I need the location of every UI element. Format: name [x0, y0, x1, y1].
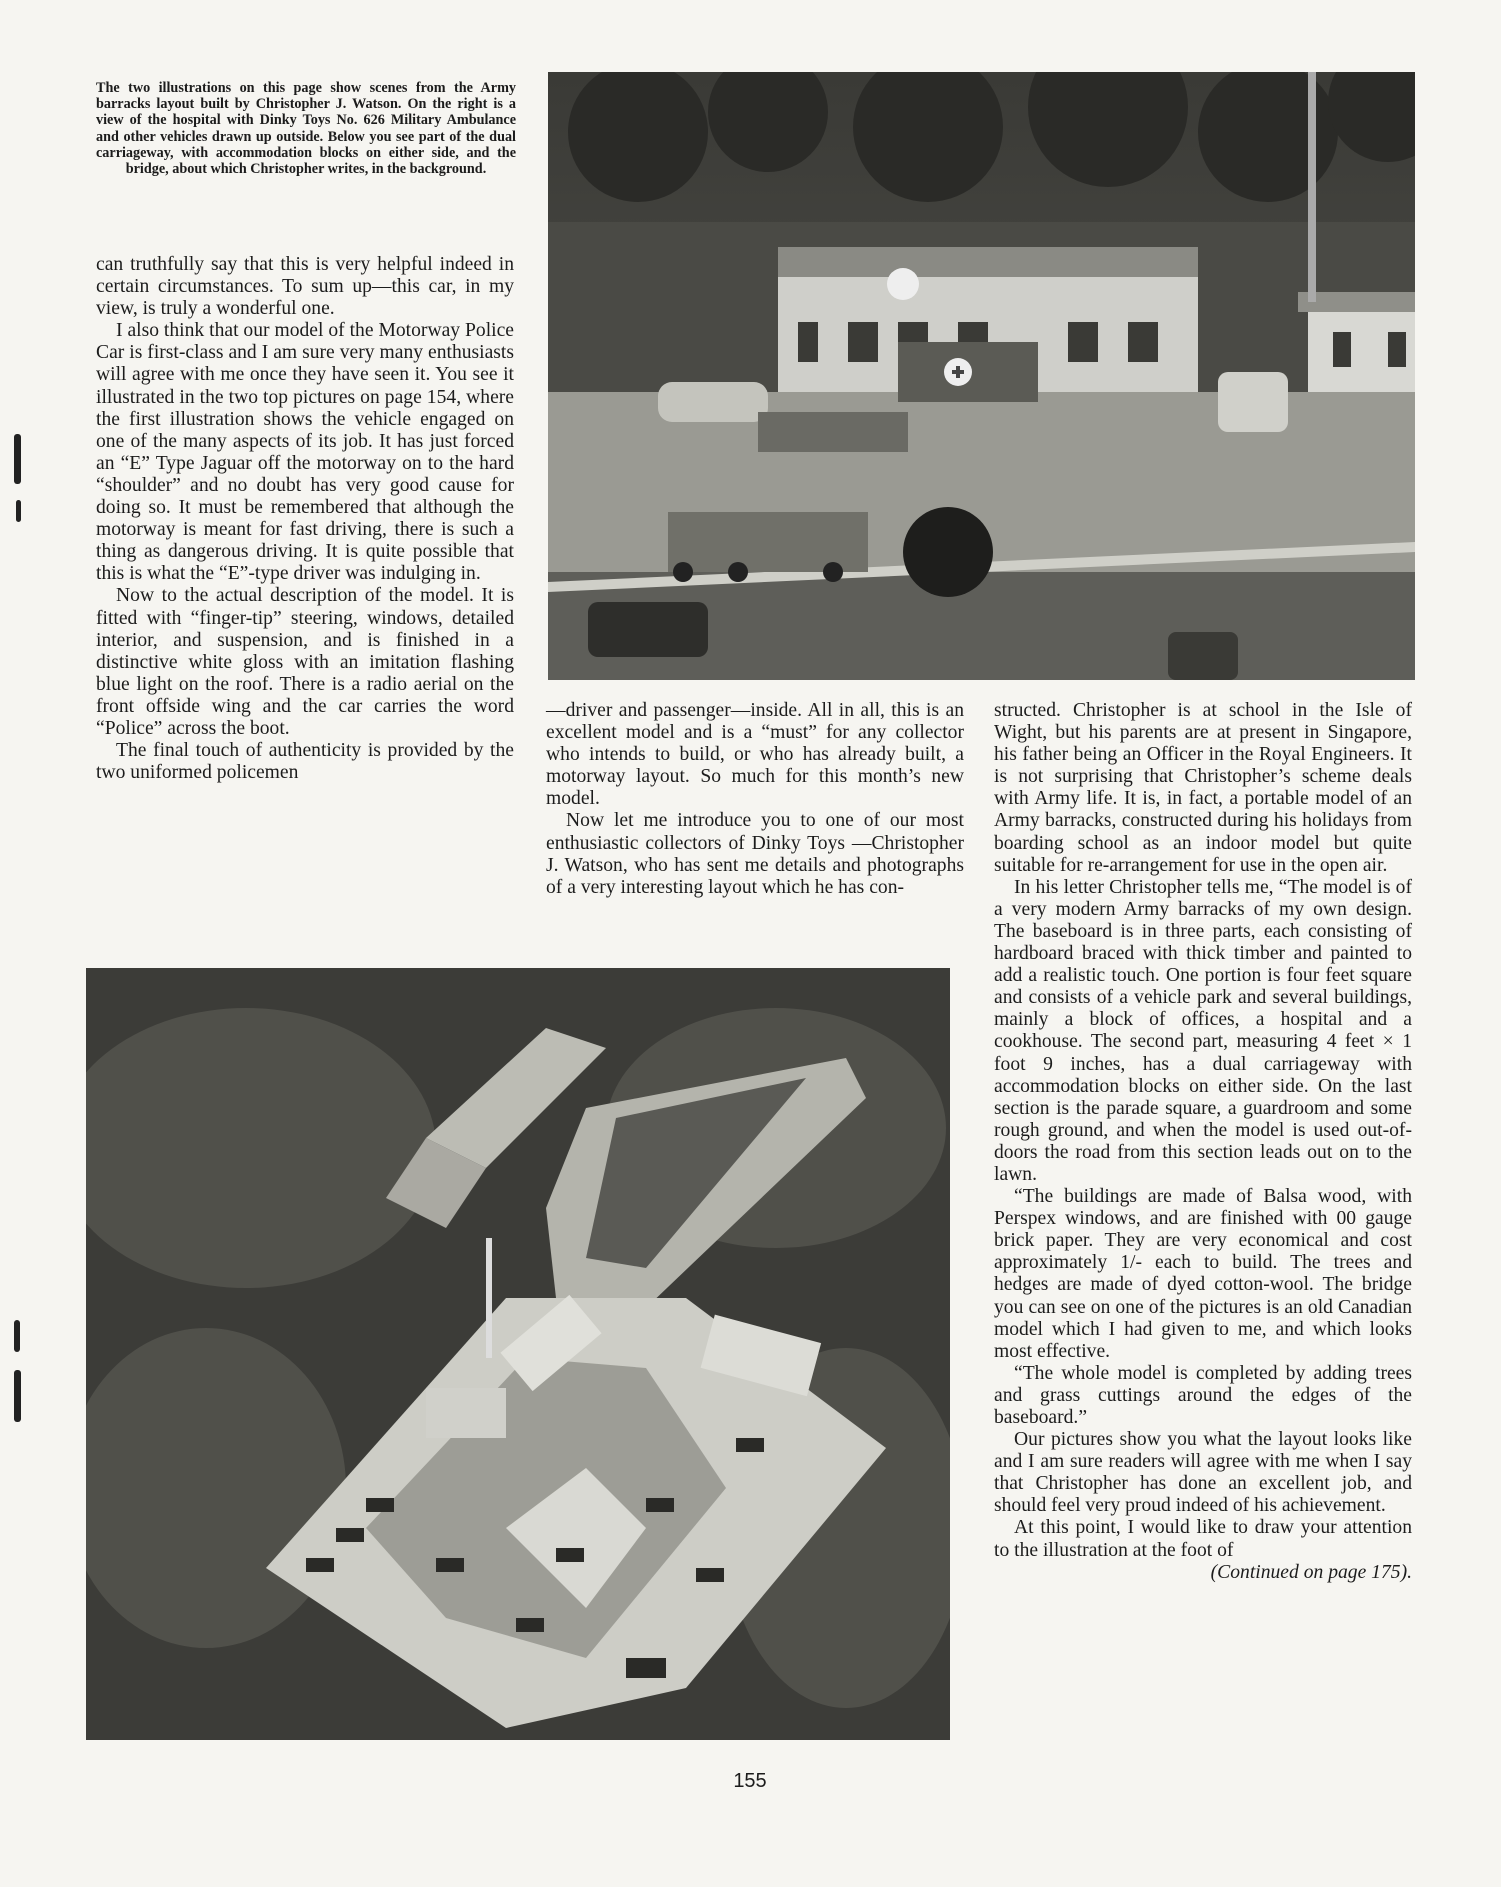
- binding-mark: [14, 1370, 21, 1422]
- photo-caption: The two illustrations on this page show scenes from the Army barracks layout built by Christopher J. Watson. On the right is a view of the hospital with Dinky Toys No. 626 Military Ambulance and other vehicles drawn up outside. Below you see part of the dual carriageway, with accommodation blocks on either side, and the bridge, about which Christopher writes, in the background.: [96, 80, 516, 178]
- paragraph: —driver and passenger—inside. All in all, this is an excellent model and is a “must” for any collector who intends to build, or who has already built, a motorway layout. So much for this month’s new model.: [546, 700, 964, 810]
- paragraph: Our pictures show you what the layout looks like and I am sure readers will agree with me when I say that Christopher has done an excellent job, and should feel very proud indeed of his achievement.: [994, 1429, 1412, 1517]
- paragraph: In his letter Christopher tells me, “The model is of a very modern Army barracks of my own design. The baseboard is in three parts, each consisting of hardboard braced with thick timber and painted to add a realistic touch. One portion is four feet square and consists of a vehicle park and several buildings, mainly a block of offices, a hospital and a cookhouse. The second part, measuring 4 feet × 1 foot 9 inches, has a dual carriageway with accommodation blocks on either side. On the last section is the parade square, a guardroom and some rough ground, and when the model is used out-of-doors the road from this section leads out on to the lawn.: [994, 876, 1412, 1185]
- paragraph: structed. Christopher is at school in the Isle of Wight, but his parents are at present in Singapore, his father being an Officer in the Royal Engineers. It is not surprising that Christopher’s scheme deals with Army life. It is, in fact, a portable model of an Army barracks, constructed during his holidays from boarding school as an indoor model but quite suitable for re-arrangement for use in the open air.: [994, 700, 1412, 876]
- paragraph: At this point, I would like to draw your attention to the illustration at the foot of: [994, 1517, 1412, 1561]
- binding-mark: [16, 500, 21, 522]
- paragraph: can truthfully say that this is very helpful indeed in certain circumstances. To sum up—this car, in my view, is truly a wonderful one.: [96, 254, 514, 320]
- continued-text: (Continued on page 175).: [1210, 1561, 1412, 1583]
- paragraph: The final touch of authenticity is provided by the two uniformed policemen: [96, 740, 514, 784]
- text-column-2: [546, 700, 964, 899]
- binding-mark: [14, 1320, 20, 1352]
- paragraph: “The whole model is completed by adding trees and grass cuttings around the edges of the baseboard.”: [994, 1362, 1412, 1428]
- hospital-photo: [548, 72, 1415, 680]
- paragraph: “The buildings are made of Balsa wood, with Perspex windows, and are finished with 00 gauge brick paper. They are very economical and cost approximately 1/- each to build. The trees and hedges are made of dyed cotton-wool. The bridge you can see on one of the pictures is an old Canadian model which I had given to me, and which looks most effective.: [994, 1186, 1412, 1362]
- paragraph: Now to the actual description of the model. It is fitted with “finger-tip” steering, windows, detailed interior, and suspension, and is finished in a distinctive white gloss with an imitation flashing blue light on the roof. There is a radio aerial on the front offside wing and the car carries the word “Police” across the boot.: [96, 585, 514, 739]
- text-column-3: [994, 700, 1412, 1584]
- binding-mark: [14, 434, 21, 484]
- barracks-aerial-photo: [86, 968, 950, 1740]
- page-number: 155: [733, 1770, 767, 1792]
- text-column-1: [96, 254, 514, 784]
- paragraph: I also think that our model of the Motorway Police Car is first-class and I am sure very many enthusiasts will agree with me once they have seen it. You see it illustrated in the two top pictures on page 154, where the first illustration shows the vehicle engaged on one of the many aspects of its job. It has just forced an “E” Type Jaguar off the motorway on to the hard “shoulder” and no doubt has very good cause for doing so. It must be remembered that although the motorway is meant for fast driving, there is such a thing as dangerous driving. It is quite possible that this is what the “E”-type driver was indulging in.: [96, 320, 514, 585]
- continued-note: [994, 1562, 1412, 1584]
- paragraph: Now let me introduce you to one of our most enthusiastic collectors of Dinky Toys —Christopher J. Watson, who has sent me details and photographs of a very interesting layout which he has con-: [546, 810, 964, 898]
